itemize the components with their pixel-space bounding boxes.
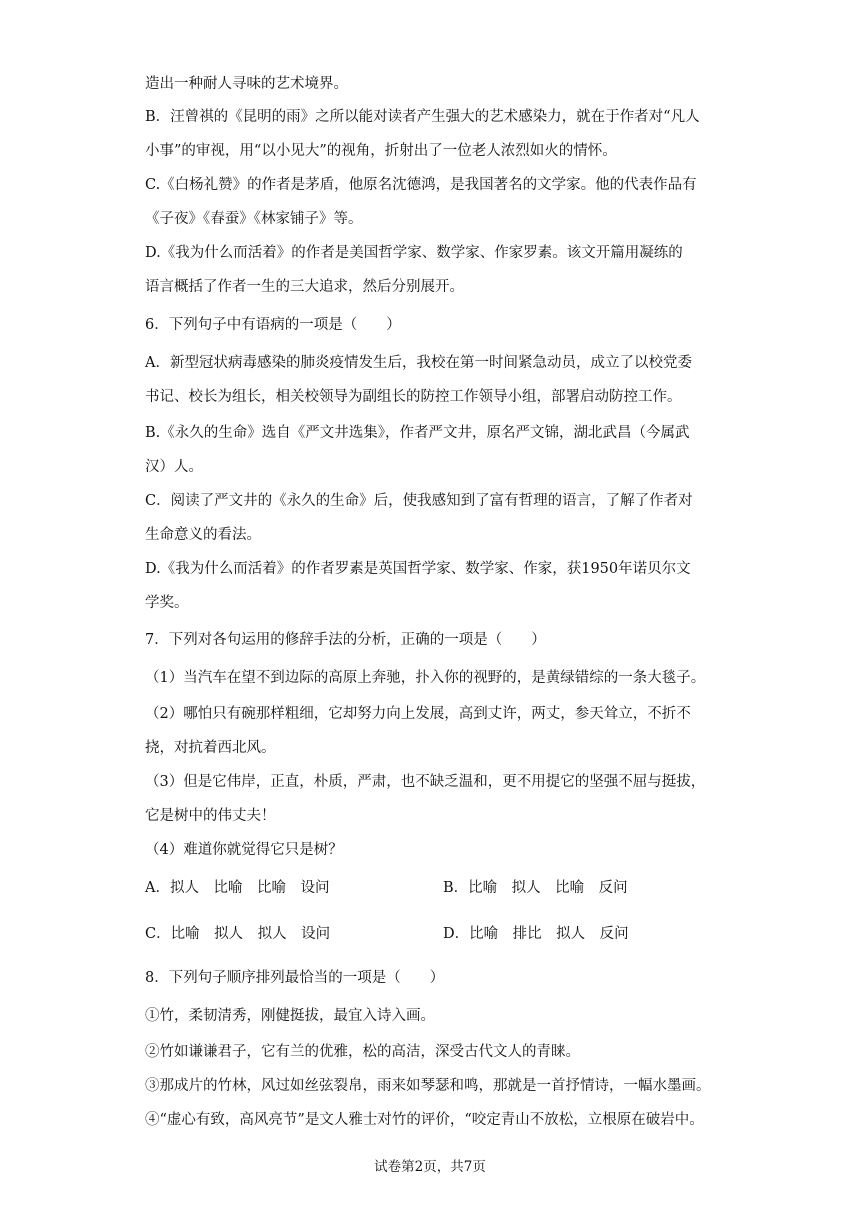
q6-option-b-line-2: 汉）人。: [145, 459, 203, 475]
q7-option-d: D．比喻 排比 拟人 反问: [443, 926, 629, 942]
q6-option-a-line-2: 书记、校长为组长，相关校领导为副组长的防控工作领导小组，部署启动防控工作。: [145, 389, 682, 405]
option-d-line-2: 语言概括了作者一生的三大追求，然后分别展开。: [145, 279, 464, 295]
option-d-line-1: D.《我为什么而活着》的作者是美国哲学家、数学家、作家罗素。该文开篇用凝练的: [145, 245, 683, 261]
q6-option-d-line-2: 学奖。: [145, 595, 189, 611]
q8-sentence-1: ①竹，柔韧清秀，刚健挺拔，最宜入诗入画。: [145, 1008, 435, 1024]
q7-option-b: B．比喻 拟人 比喻 反问: [443, 880, 628, 896]
option-c-line-2: 《子夜》《春蚕》《林家铺子》等。: [145, 211, 363, 227]
q8-sentence-2: ②竹如谦谦君子，它有兰的优雅，松的高洁，深受古代文人的青睐。: [145, 1044, 580, 1060]
option-b-line-2: 小事”的审视，用“以小见大”的视角，折射出了一位老人浓烈如火的情怀。: [145, 143, 617, 159]
option-b-line-1: B．汪曾祺的《昆明的雨》之所以能对读者产生强大的艺术感染力，就在于作者对“凡人: [145, 109, 700, 125]
text-line: 造出一种耐人寻味的艺术境界。: [145, 76, 348, 92]
question-7-title: 7．下列对各句运用的修辞手法的分析，正确的一项是（ ）: [145, 632, 546, 648]
q7-sentence-3-line-1: （3）但是它伟岸，正直，朴质，严肃，也不缺乏温和，更不用提它的坚强不屈与挺拔，: [145, 774, 706, 790]
q7-sentence-3-line-2: 它是树中的伟丈夫！: [145, 808, 276, 824]
question-6-title: 6．下列句子中有语病的一项是（ ）: [145, 317, 401, 333]
q6-option-c-line-2: 生命意义的看法。: [145, 527, 261, 543]
q7-sentence-2-line-1: （2）哪怕只有碗那样粗细，它却努力向上发展，高到丈许，两丈，参天耸立，不折不: [145, 706, 691, 722]
q7-option-c: C．比喻 拟人 拟人 设问: [145, 926, 331, 942]
q8-sentence-4: ④“虚心有致，高风亮节”是文人雅士对竹的评价，“咬定青山不放松，立根原在破岩中。: [145, 1112, 704, 1128]
q6-option-d-line-1: D.《我为什么而活着》的作者罗素是英国哲学家、数学家、作家，获1950年诺贝尔文: [145, 561, 691, 577]
q7-sentence-2-line-2: 挠，对抗着西北风。: [145, 740, 276, 756]
q7-sentence-4: （4）难道你就觉得它只是树？: [145, 842, 343, 858]
question-8-title: 8．下列句子顺序排列最恰当的一项是（ ）: [145, 970, 445, 986]
q6-option-c-line-1: C．阅读了严文井的《永久的生命》后，使我感知到了富有哲理的语言，了解了作者对: [145, 493, 693, 509]
q7-option-a: A．拟人 比喻 比喻 设问: [145, 880, 330, 896]
page-footer: 试卷第2页，共7页: [374, 1159, 486, 1175]
option-c-line-1: C.《白杨礼赞》的作者是茅盾，他原名沈德鸿，是我国著名的文学家。他的代表作品有: [145, 177, 697, 193]
q8-sentence-3: ③那成片的竹林，风过如丝弦裂帛，雨来如琴瑟和鸣，那就是一首抒情诗，一幅水墨画。: [145, 1078, 711, 1094]
q6-option-a-line-1: A．新型冠状病毒感染的肺炎疫情发生后，我校在第一时间紧急动员，成立了以校党委: [145, 355, 692, 371]
q7-sentence-1: （1）当汽车在望不到边际的高原上奔驰，扑入你的视野的，是黄绿错综的一条大毯子。: [145, 670, 706, 686]
q6-option-b-line-1: B.《永久的生命》选自《严文井选集》，作者严文井，原名严文锦，湖北武昌（今属武: [145, 425, 690, 441]
